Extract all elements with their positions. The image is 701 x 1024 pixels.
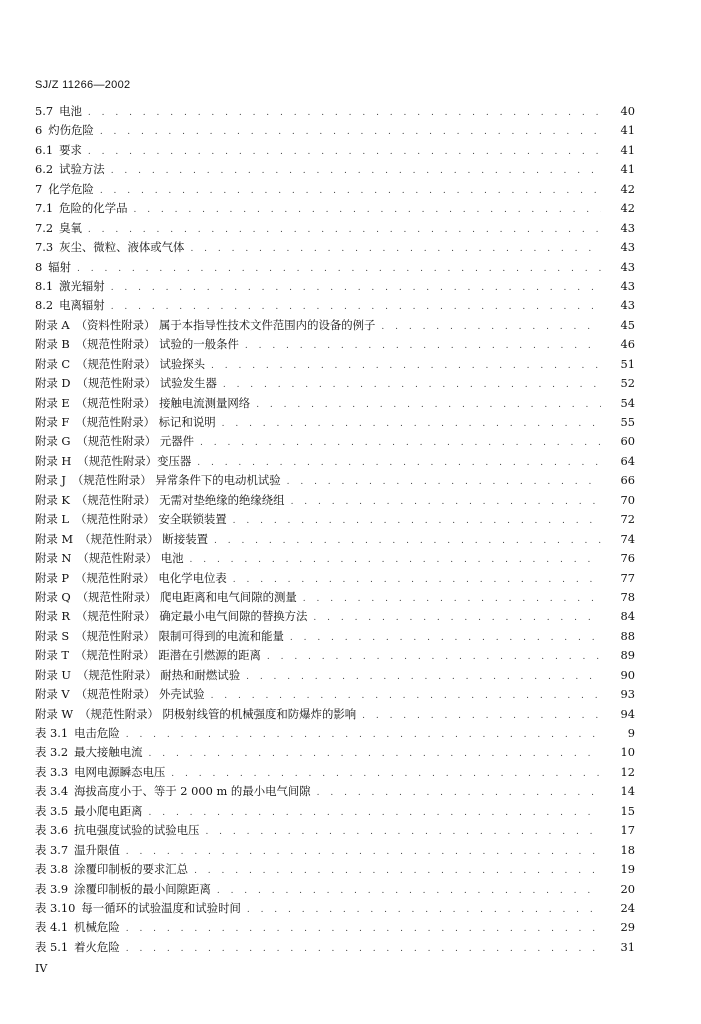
toc-entry-title: 化学危险 [48, 181, 94, 196]
toc-entry [35, 180, 635, 199]
toc-entry-title: 着火危险 [74, 939, 120, 954]
toc-entry-page: 43 [620, 259, 635, 274]
toc-entry-page: 17 [620, 823, 635, 838]
toc-entry-number: 附录 R [35, 609, 70, 624]
toc-entry-label [35, 782, 311, 801]
toc-entry-label [35, 880, 211, 899]
toc-leader-dots [287, 473, 601, 492]
toc-entry-page: 45 [620, 317, 635, 332]
toc-entry-label [35, 918, 120, 937]
toc-entry-number: 7.3 [35, 240, 54, 255]
toc-entry [35, 724, 635, 743]
toc-entry-title: 电击危险 [74, 726, 120, 740]
toc-entry-number: 6.2 [35, 162, 54, 177]
toc-entry [35, 588, 635, 607]
toc-entry [35, 646, 635, 665]
toc-entry-number: 附录 H [35, 453, 72, 468]
toc-entry [35, 802, 635, 821]
toc-entry-label [35, 199, 127, 218]
toc-entry-title: （资料性附录） 属于本指导性技术文件范围内的设备的例子 [75, 317, 376, 332]
toc-entry-number: 附录 N [35, 551, 72, 566]
toc-entry-label [35, 296, 105, 315]
toc-entry-number: 8.2 [35, 298, 54, 313]
toc-leader-dots [290, 629, 601, 648]
toc-entry-page: 78 [620, 589, 635, 604]
toc-entry-label [35, 121, 94, 140]
toc-entry [35, 569, 635, 588]
toc-entry-number: 表 3.10 [35, 900, 76, 915]
toc-leader-dots [317, 784, 601, 803]
toc-entry-page: 43 [620, 220, 635, 235]
toc-entry-label [35, 821, 199, 840]
toc-entry-label [35, 432, 194, 451]
toc-entry-number: 附录 U [35, 667, 72, 682]
toc-entry-number: 附录 G [35, 434, 71, 449]
toc-leader-dots [205, 823, 601, 842]
toc-entry [35, 549, 635, 568]
toc-entry-number: 附录 S [35, 628, 70, 643]
toc-entry-number: 附录 Q [35, 589, 71, 604]
toc-entry-number: 附录 C [35, 356, 71, 371]
toc-leader-dots [256, 396, 601, 415]
toc-entry-label [35, 627, 284, 646]
toc-entry-number: 表 3.6 [35, 823, 69, 838]
toc-leader-dots [246, 668, 601, 687]
toc-leader-dots [133, 201, 601, 220]
toc-entry-title: 激光辐射 [59, 278, 105, 293]
toc-entry-number: 附录 B [35, 337, 70, 352]
toc-entry [35, 666, 635, 685]
toc-entry-page: 43 [620, 240, 635, 255]
toc-entry [35, 782, 635, 801]
toc-entry-number: 表 3.7 [35, 842, 69, 857]
toc-entry-label [35, 588, 297, 607]
toc-entry-page: 41 [620, 123, 635, 138]
toc-entry-number: 7.1 [35, 201, 54, 216]
toc-entry-label [35, 569, 227, 588]
toc-entry-number: 附录 V [35, 687, 70, 702]
toc-entry-label [35, 316, 375, 335]
toc-entry-title: （规范性附录） 无需对垫绝缘的绝缘绕组 [75, 492, 285, 507]
toc-entry [35, 491, 635, 510]
toc-entry [35, 374, 635, 393]
toc-entry-label [35, 355, 205, 374]
toc-entry [35, 763, 635, 782]
toc-entry-page: 10 [620, 745, 635, 760]
toc-entry [35, 627, 635, 646]
toc-entry-number: 7 [35, 181, 43, 196]
toc-entry-page: 76 [620, 551, 635, 566]
toc-entry-page: 29 [620, 920, 635, 935]
toc-leader-dots [217, 882, 601, 901]
toc-entry-label [35, 219, 82, 238]
toc-entry-title: （规范性附录） 爬电距离和电气间隙的测量 [76, 589, 297, 604]
toc-entry-label [35, 277, 105, 296]
toc-entry-label [35, 841, 120, 860]
toc-entry-title: 危险的化学品 [59, 201, 128, 216]
toc-leader-dots [222, 415, 601, 434]
toc-entry-title: （规范性附录） 试验发生器 [76, 376, 217, 391]
toc-leader-dots [211, 357, 601, 376]
toc-entry-label [35, 802, 143, 821]
toc-leader-dots [245, 337, 601, 356]
toc-entry-label [35, 607, 307, 626]
toc-entry-page: 60 [620, 434, 635, 449]
toc-entry [35, 607, 635, 626]
toc-entry-title: 涂覆印制板的要求汇总 [74, 862, 189, 877]
toc-entry-page: 94 [620, 706, 635, 721]
toc-entry-title: 辐射 [48, 259, 72, 274]
toc-entry-page: 40 [620, 104, 635, 118]
toc-entry-label [35, 335, 239, 354]
toc-entry [35, 705, 635, 724]
toc-entry-title: 灼伤危险 [48, 123, 94, 138]
toc-leader-dots [100, 182, 601, 201]
toc-leader-dots [126, 843, 601, 862]
toc-entry-label [35, 685, 205, 704]
toc-leader-dots [223, 376, 601, 395]
toc-leader-dots [111, 162, 601, 181]
toc-entry-number: 5.7 [35, 104, 54, 118]
toc-entry [35, 141, 635, 160]
toc-entry-label [35, 899, 241, 918]
toc-entry-number: 表 3.1 [35, 726, 69, 740]
toc-entry [35, 355, 635, 374]
toc-leader-dots [362, 707, 601, 726]
toc-leader-dots [267, 648, 601, 667]
toc-entry-number: 附录 A [35, 317, 70, 332]
toc-entry-title: 涂覆印制板的最小间隙距离 [74, 881, 211, 896]
toc-entry-label [35, 724, 120, 743]
toc-entry-page: 93 [620, 687, 635, 702]
toc-entry-label [35, 666, 240, 685]
toc-entry [35, 296, 635, 315]
toc-leader-dots [88, 104, 601, 123]
toc-entry-label [35, 763, 165, 782]
toc-entry-number: 表 4.1 [35, 920, 69, 935]
toc-leader-dots [194, 862, 601, 881]
toc-entry-label [35, 180, 94, 199]
document-id: SJ/Z 11266—2002 [35, 79, 131, 91]
toc-entry-page: 19 [620, 862, 635, 877]
toc-entry-page: 41 [620, 162, 635, 177]
toc-entry [35, 530, 635, 549]
toc-leader-dots [200, 434, 601, 453]
toc-entry-title: 要求 [59, 142, 82, 157]
toc-entry-title: （规范性附录） 试验探头 [76, 356, 206, 371]
toc-entry-number: 附录 M [35, 531, 74, 546]
toc-entry [35, 199, 635, 218]
toc-entry-title: （规范性附录） 电池 [77, 551, 184, 566]
toc-entry-page: 24 [620, 900, 635, 915]
toc-entry-number: 表 3.9 [35, 881, 69, 896]
toc-entry [35, 821, 635, 840]
toc-leader-dots [77, 260, 601, 279]
page-number: IV [35, 962, 48, 975]
toc-entry-title: 臭氧 [59, 220, 82, 235]
toc-entry-label [35, 510, 227, 529]
toc-entry [35, 938, 635, 957]
toc-entry-page: 43 [620, 298, 635, 313]
toc-entry [35, 413, 635, 432]
toc-entry [35, 880, 635, 899]
toc-leader-dots [190, 240, 601, 259]
toc-entry-label [35, 860, 188, 879]
toc-entry-label [35, 491, 285, 510]
toc-leader-dots [126, 920, 601, 939]
toc-entry-title: （规范性附录） 限制可得到的电流和能量 [75, 628, 284, 643]
toc-entry-number: 表 3.5 [35, 803, 69, 818]
toc-entry-label [35, 374, 217, 393]
toc-entry-label [35, 938, 120, 957]
toc-entry-page: 41 [620, 142, 635, 157]
toc-entry [35, 394, 635, 413]
table-of-contents [35, 102, 635, 957]
toc-entry-number: 附录 J [35, 473, 66, 488]
toc-entry-page: 52 [620, 376, 635, 391]
toc-leader-dots [126, 726, 601, 745]
toc-entry-title: （规范性附录） 确定最小电气间隙的替换方法 [75, 609, 308, 624]
toc-entry-label [35, 102, 82, 121]
toc-entry [35, 258, 635, 277]
toc-leader-dots [190, 551, 601, 570]
toc-entry-title: 温升限值 [74, 842, 120, 857]
toc-entry-title: 机械危险 [74, 920, 120, 935]
toc-entry-number: 7.2 [35, 220, 54, 235]
toc-entry-page: 90 [620, 667, 635, 682]
toc-entry-label [35, 141, 82, 160]
toc-entry-title: （规范性附录） 标记和说明 [75, 415, 216, 429]
toc-entry-title: 电离辐射 [59, 298, 105, 313]
toc-entry [35, 102, 635, 121]
toc-entry-title: （规范性附录） 元器件 [76, 434, 195, 449]
toc-entry-title: 试验方法 [59, 162, 105, 177]
toc-entry-label [35, 705, 356, 724]
toc-leader-dots [214, 532, 601, 551]
toc-entry-page: 42 [620, 201, 635, 216]
toc-entry [35, 335, 635, 354]
toc-entry-page: 51 [620, 356, 635, 371]
toc-leader-dots [247, 901, 601, 920]
toc-entry-label [35, 258, 71, 277]
toc-entry-title: （规范性附录） 试验的一般条件 [75, 337, 239, 352]
toc-entry [35, 238, 635, 257]
toc-entry [35, 860, 635, 879]
toc-leader-dots [303, 590, 601, 609]
toc-entry [35, 841, 635, 860]
toc-entry-number: 表 3.8 [35, 862, 69, 877]
toc-entry-title: 灰尘、微粒、液体或气体 [59, 240, 185, 255]
toc-leader-dots [149, 745, 602, 764]
toc-entry-title: 电池 [59, 104, 82, 118]
toc-entry-label [35, 530, 208, 549]
toc-entry-page: 74 [620, 531, 635, 546]
toc-entry-title: （规范性附录） 距潜在引燃源的距离 [75, 648, 261, 663]
toc-entry [35, 685, 635, 704]
toc-entry-number: 8.1 [35, 278, 54, 293]
toc-entry-label [35, 413, 216, 432]
toc-leader-dots [291, 493, 601, 512]
toc-entry-number: 8 [35, 259, 43, 274]
toc-entry-page: 42 [620, 181, 635, 196]
toc-entry-number: 表 3.4 [35, 784, 69, 799]
toc-entry-page: 66 [620, 473, 635, 488]
toc-entry-label [35, 394, 250, 413]
toc-entry-page: 9 [627, 726, 635, 740]
toc-entry-number: 6 [35, 123, 43, 138]
toc-entry-number: 附录 T [35, 648, 69, 663]
toc-entry-page: 84 [620, 609, 635, 624]
toc-entry-number: 附录 P [35, 570, 70, 585]
toc-entry-page: 89 [620, 648, 635, 663]
toc-entry [35, 510, 635, 529]
toc-entry-title: 最小爬电距离 [74, 803, 143, 818]
toc-entry-page: 12 [620, 764, 635, 779]
toc-entry-number: 附录 L [35, 512, 69, 527]
toc-leader-dots [233, 512, 601, 531]
toc-entry [35, 219, 635, 238]
toc-entry-page: 77 [620, 570, 635, 585]
toc-entry-page: 31 [620, 939, 635, 954]
toc-leader-dots [111, 279, 601, 298]
toc-entry-title: 电网电源瞬态电压 [74, 764, 166, 779]
toc-leader-dots [313, 609, 601, 628]
toc-entry-page: 70 [620, 492, 635, 507]
toc-entry-page: 15 [620, 803, 635, 818]
toc-entry-title: （规范性附录） 外壳试验 [75, 687, 205, 702]
toc-entry-title: （规范性附录） 异常条件下的电动机试验 [71, 473, 281, 488]
toc-entry-number: 附录 W [35, 706, 74, 721]
toc-entry-number: 附录 F [35, 415, 70, 429]
toc-entry-page: 46 [620, 337, 635, 352]
toc-entry-title: 海拔高度小于、等于 2 000 m 的最小电气间隙 [74, 784, 311, 799]
toc-entry [35, 432, 635, 451]
toc-entry-page: 20 [620, 881, 635, 896]
toc-entry [35, 899, 635, 918]
toc-entry-number: 表 3.3 [35, 764, 69, 779]
toc-entry [35, 160, 635, 179]
toc-entry-label [35, 160, 105, 179]
toc-entry-number: 附录 E [35, 395, 70, 410]
toc-entry-label [35, 549, 184, 568]
toc-entry-label [35, 743, 143, 762]
toc-entry-title: （规范性附录） 阴极射线管的机械强度和防爆炸的影响 [79, 706, 357, 721]
toc-entry [35, 452, 635, 471]
toc-entry-title: （规范性附录） 电化学电位表 [75, 570, 227, 585]
toc-entry-page: 14 [620, 784, 635, 799]
toc-entry-number: 表 5.1 [35, 939, 69, 954]
toc-entry [35, 743, 635, 762]
toc-entry-number: 附录 K [35, 492, 70, 507]
toc-entry-title: （规范性附录）变压器 [77, 453, 192, 468]
toc-entry-label [35, 471, 281, 490]
toc-entry-page: 18 [620, 842, 635, 857]
toc-entry-title: （规范性附录） 耐热和耐燃试验 [77, 667, 241, 682]
toc-entry-page: 43 [620, 278, 635, 293]
toc-leader-dots [88, 143, 601, 162]
toc-entry-title: 最大接触电流 [74, 745, 143, 760]
toc-entry-label [35, 646, 261, 665]
toc-entry-number: 6.1 [35, 142, 54, 157]
toc-entry [35, 316, 635, 335]
toc-entry-page: 72 [620, 512, 635, 527]
toc-leader-dots [149, 804, 602, 823]
toc-entry-page: 54 [620, 395, 635, 410]
toc-entry-title: （规范性附录） 安全联锁装置 [74, 512, 227, 527]
toc-entry-title: 抗电强度试验的试验电压 [74, 823, 200, 838]
toc-entry-label [35, 452, 191, 471]
toc-leader-dots [100, 123, 601, 142]
toc-entry [35, 918, 635, 937]
toc-entry [35, 277, 635, 296]
toc-entry-number: 附录 D [35, 376, 71, 391]
toc-leader-dots [126, 940, 601, 959]
toc-leader-dots [381, 318, 601, 337]
toc-entry-page: 88 [620, 628, 635, 643]
toc-entry-page: 64 [620, 453, 635, 468]
toc-entry-title: 每一循环的试验温度和试验时间 [81, 900, 241, 915]
toc-entry-title: （规范性附录） 断接装置 [79, 531, 208, 546]
toc-entry-title: （规范性附录） 接触电流测量网络 [75, 395, 251, 410]
toc-entry [35, 121, 635, 140]
toc-entry [35, 471, 635, 490]
toc-entry-page: 55 [620, 415, 635, 429]
toc-entry-number: 表 3.2 [35, 745, 69, 760]
toc-entry-label [35, 238, 184, 257]
